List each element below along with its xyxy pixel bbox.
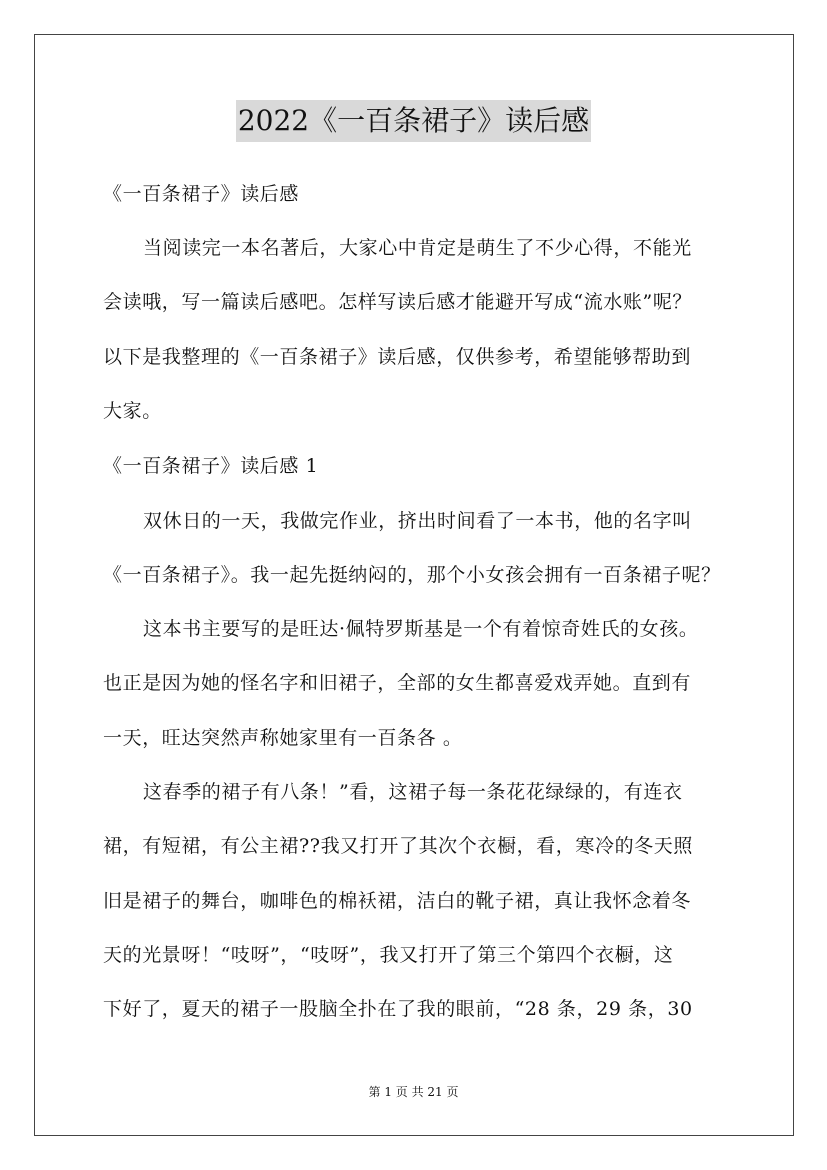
- paragraph-line: 以下是我整理的《一百条裙子》读后感，仅供参考，希望能够帮助到: [103, 346, 692, 368]
- paragraph-line: 当阅读完一本名著后，大家心中肯定是萌生了不少心得，不能光: [143, 237, 692, 259]
- paragraph-line: 这春季的裙子有八条！”看，这裙子每一条花花绿绿的，有连衣: [143, 781, 683, 803]
- paragraph-line: 《一百条裙子》。我一起先挺纳闷的，那个小女孩会拥有一百条裙子呢？: [103, 564, 721, 586]
- paragraph-line: 会读哦，写一篇读后感吧。怎样写读后感才能避开写成“流水账”呢？: [103, 291, 693, 313]
- paragraph-line: 一天，旺达突然声称她家里有一百条各 。: [103, 727, 463, 749]
- title-container: [0, 100, 827, 142]
- paragraph-line: 这本书主要写的是旺达·佩特罗斯基是一个有着惊奇姓氏的女孩。: [143, 618, 699, 640]
- paragraph-line: 下好了，夏天的裙子一股脑全扑在了我的眼前，“28 条，29 条，30: [103, 998, 693, 1020]
- document-subtitle: 《一百条裙子》读后感: [103, 183, 300, 205]
- paragraph-line: 大家。: [103, 400, 162, 422]
- section-heading: 《一百条裙子》读后感 1: [103, 455, 319, 477]
- document-title: 2022《一百条裙子》读后感: [236, 100, 591, 142]
- paragraph-line: 旧是裙子的舞台，咖啡色的棉袄裙，洁白的靴子裙，真让我怀念着冬: [103, 890, 692, 912]
- paragraph-line: 裙，有短裙，有公主裙??我又打开了其次个衣橱，看，寒冷的冬天照: [103, 835, 693, 857]
- paragraph-line: 也正是因为她的怪名字和旧裙子，全部的女生都喜爱戏弄她。直到有: [103, 672, 692, 694]
- page-footer: 第 1 页 共 21 页: [368, 1085, 459, 1099]
- paragraph-line: 双休日的一天，我做完作业，挤出时间看了一本书，他的名字叫: [143, 510, 692, 532]
- paragraph-line: 天的光景呀！“吱呀”，“吱呀”，我又打开了第三个第四个衣橱，这: [103, 944, 674, 966]
